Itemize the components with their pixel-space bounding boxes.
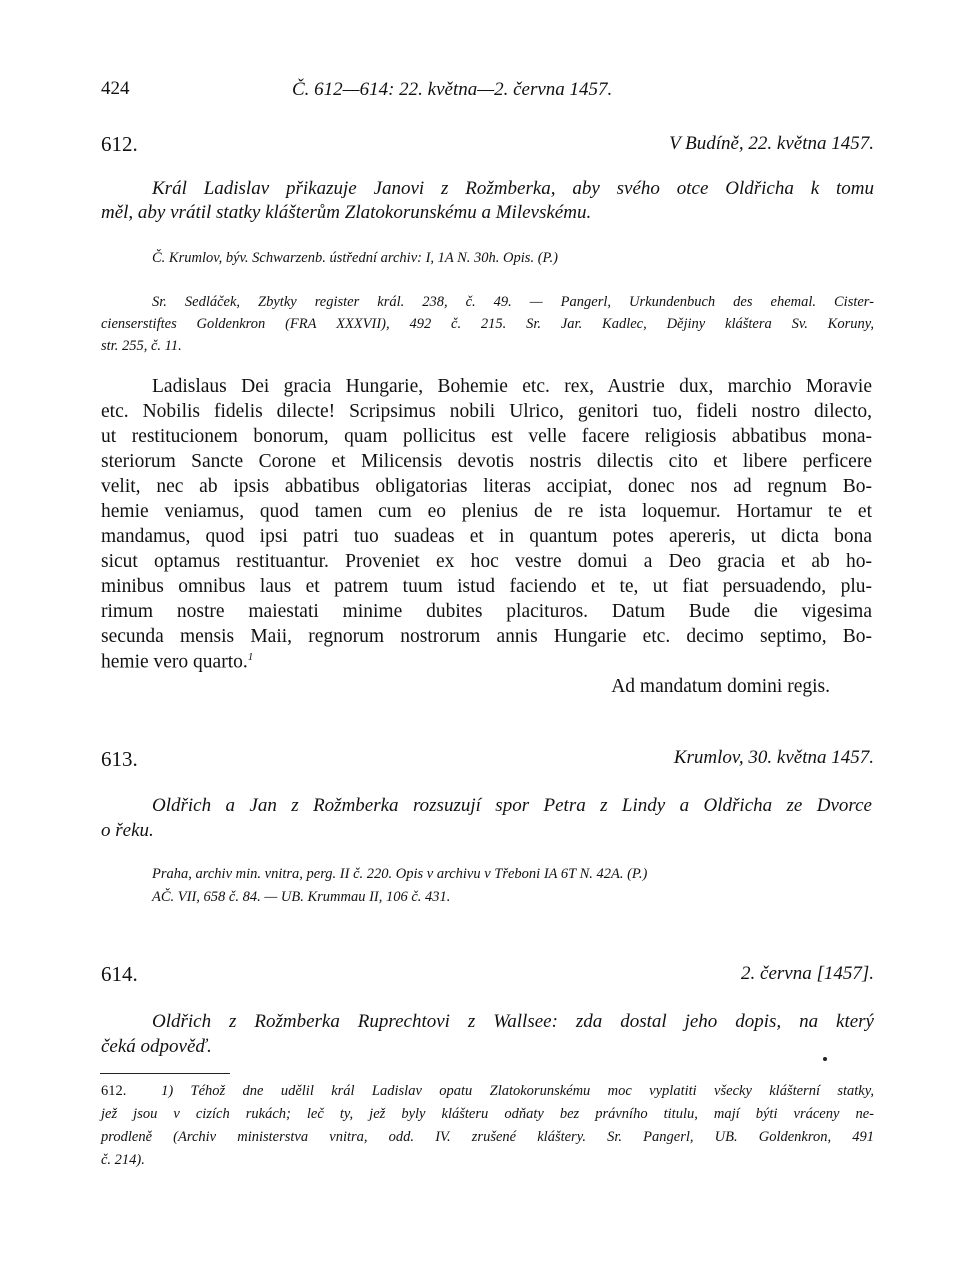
entry-612-place-date: V Budíně, 22. května 1457. [669, 133, 874, 154]
entry-614-summary-line: čeká odpověď. [101, 1036, 212, 1057]
charter-text-line: mandamus, quod ipsi patri tuo suadeas et in quantum potes apereris, ut dicta bona [101, 526, 872, 547]
footnote-ref-number: 612. [101, 1083, 127, 1099]
footnote-line-first [101, 1083, 874, 1100]
running-title: Č. 612—614: 22. května—2. června 1457. [292, 79, 613, 100]
charter-closing: Ad mandatum domini regis. [611, 676, 830, 697]
footnote-line: 1) Téhož dne udělil král Ladislav opatu Zlatokorunskému moc vyplatiti všecky klášterní statky, [161, 1083, 874, 1099]
charter-text-line: hemie vero quarto. [101, 651, 248, 673]
entry-613-number: 613. [101, 747, 138, 771]
entry-612-literature-line: cienserstiftes Goldenkron (FRA XXXVII), 492 č. 215. Sr. Jar. Kadlec, Dějiny kláštera Sv. Koruny, [101, 316, 874, 332]
entry-613-source-line: Praha, archiv min. vnitra, perg. II č. 220. Opis v archivu v Třeboni IA 6T N. 42A. (P.) [152, 866, 648, 882]
entry-612-summary-line: Král Ladislav přikazuje Janovi z Rožmberka, aby svého otce Oldřicha k tomu [152, 178, 874, 199]
entry-613-source-line: AČ. VII, 658 č. 84. — UB. Krummau II, 106 č. 431. [152, 889, 451, 905]
entry-613-summary-line: Oldřich a Jan z Rožmberka rozsuzují spor Petra z Lindy a Oldřicha ze Dvorce [152, 795, 872, 816]
charter-text-last-line [101, 652, 253, 672]
entry-613-summary-line: o řeku. [101, 820, 154, 841]
footnote-rule [100, 1073, 230, 1074]
charter-text-line: ut restitucionem bonorum, quam pollicitus est velle facere religiosis abbatibus mona- [101, 426, 872, 447]
charter-text-line: secunda mensis Maii, regnorum nostrorum annis Hungarie etc. decimo septimo, Bo- [101, 626, 872, 647]
charter-text-line: velit, nec ab ipsis abbatibus obligatorias literas accipiat, donec nos ad regnum Bo- [101, 476, 872, 497]
footnote-line: prodleně (Archiv ministerstva vnitra, odd. IV. zrušené kláštery. Sr. Pangerl, UB. Goldenkron, 491 [101, 1129, 874, 1145]
footnote-line: č. 214). [101, 1152, 145, 1168]
charter-text-line: Ladislaus Dei gracia Hungarie, Bohemie etc. rex, Austrie dux, marchio Moravie [152, 376, 872, 397]
footnote-line: jež jsou v cizích rukách; leč ty, jež byly klášteru odňaty bez právního titulu, mají býti vráceny ne- [101, 1106, 874, 1122]
charter-text-line: hemie veniamus, quod tamen cum eo plenius de re ista loquemur. Hortamur te et [101, 501, 872, 522]
entry-614-summary-line: Oldřich z Rožmberka Ruprechtovi z Wallsee: zda dostal jeho dopis, na který [152, 1011, 874, 1032]
entry-614-place-date: 2. června [1457]. [741, 963, 874, 984]
printer-mark [823, 1057, 827, 1061]
charter-text-line: minibus omnibus laus et patrem tuum istud faciendo et te, ut fiat persuadendo, plu- [101, 576, 872, 597]
entry-612-source: Č. Krumlov, býv. Schwarzenb. ústřední archiv: I, 1A N. 30h. Opis. (P.) [152, 250, 558, 266]
charter-text-line: rimum nostre maiestati minime dubites placituros. Datum Bude die vigesima [101, 601, 872, 622]
page-number: 424 [101, 78, 130, 99]
footnote-reference: 1 [247, 651, 254, 663]
charter-text-line: steriorum Sancte Corone et Milicensis devotis nostris dilectis cito et libere perficere [101, 451, 872, 472]
entry-612-literature-line: Sr. Sedláček, Zbytky register král. 238, č. 49. — Pangerl, Urkundenbuch des ehemal. Cister- [152, 294, 874, 310]
charter-text-line: sicut optamus restituantur. Proveniet ex hoc vestre domui a Deo gracia et ab ho- [101, 551, 872, 572]
charter-text-line: etc. Nobilis fidelis dilecte! Scripsimus nobili Ulrico, genitori tuo, fideli nostro dilecto, [101, 401, 872, 422]
entry-613-place-date: Krumlov, 30. května 1457. [673, 747, 874, 768]
entry-612-summary-line: měl, aby vrátil statky klášterům Zlatokorunskému a Milevskému. [101, 202, 592, 223]
entry-612-number: 612. [101, 132, 138, 156]
entry-612-literature-line: str. 255, č. 11. [101, 338, 182, 354]
entry-614-number: 614. [101, 962, 138, 986]
